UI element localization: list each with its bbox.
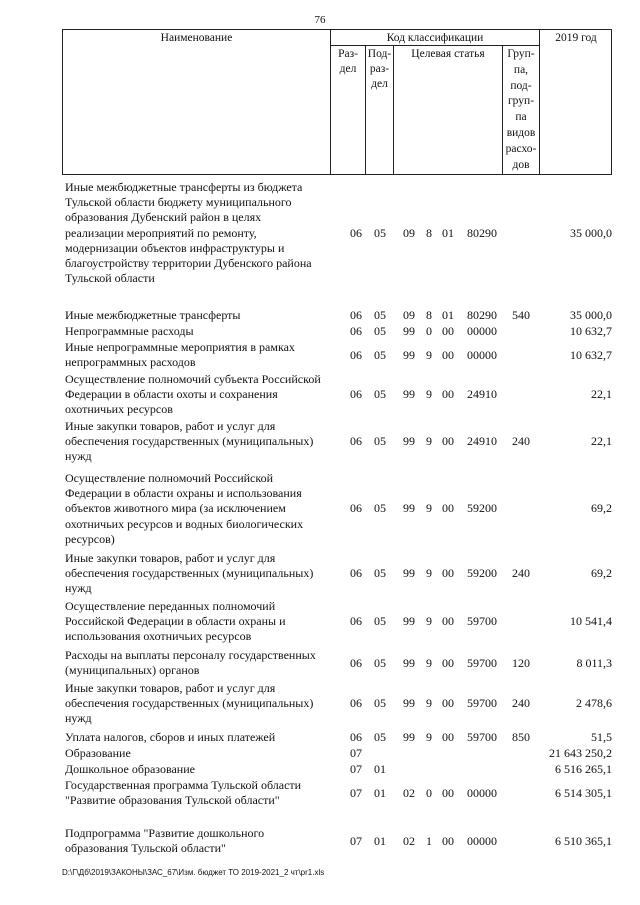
row-name: Непрограммные расходы <box>65 324 194 338</box>
cell-s: 35 000,0 <box>570 308 612 322</box>
cell-t2: 9 <box>426 730 432 744</box>
cell-p: 05 <box>374 308 386 322</box>
cell-r: 07 <box>350 762 362 776</box>
cell-t2: 8 <box>426 225 432 240</box>
cell-v: 240 <box>512 566 530 581</box>
cell-r: 06 <box>350 387 362 402</box>
cell-t4: 24910 <box>467 387 497 402</box>
row-name: Иные межбюджетные трансферты из бюджета Тульской области бюджету муниципального образования Дубенский район в целях реализации мероприятий по ремонту, модернизации объектов инфраструктуры и благоустройству территории Дубенского района Тульской области <box>65 180 312 286</box>
table-header <box>62 29 612 175</box>
cell-p: 01 <box>374 833 386 848</box>
header-name: Наименование <box>160 32 233 44</box>
cell-r: 06 <box>350 434 362 449</box>
cell-v: 120 <box>512 655 530 670</box>
cell-s: 10 632,7 <box>570 347 612 362</box>
cell-p: 05 <box>374 347 386 362</box>
cell-t3: 00 <box>442 434 454 449</box>
cell-t4: 24910 <box>467 434 497 449</box>
row-name: Иные закупки товаров, работ и услуг для обеспечения государственных (муниципальных) нужд <box>65 681 314 726</box>
cell-t4: 00000 <box>467 324 497 338</box>
cell-s: 6 510 365,1 <box>555 833 612 848</box>
cell-t4: 59700 <box>467 655 497 670</box>
cell-r: 07 <box>350 785 362 800</box>
cell-p: 05 <box>374 324 386 338</box>
row-name: Осуществление полномочий Российской Федерации в области охраны и использования объектов животного мира (за исключением охотничьих ресурсов и водных биологических ресурсов) <box>65 471 304 546</box>
row-name: Иные закупки товаров, работ и услуг для обеспечения государственных (муниципальных) нужд <box>65 551 314 596</box>
cell-v: 540 <box>512 308 530 322</box>
cell-t2: 9 <box>426 614 432 629</box>
cell-r: 06 <box>350 696 362 711</box>
cell-t4: 59200 <box>467 566 497 581</box>
cell-t1: 99 <box>403 730 415 744</box>
row-name: Осуществление переданных полномочий Российской Федерации в области охраны и использования охотничьих ресурсов <box>65 599 286 644</box>
header-divider <box>393 46 394 174</box>
cell-t2: 9 <box>426 434 432 449</box>
cell-t1: 09 <box>403 308 415 322</box>
cell-v: 240 <box>512 696 530 711</box>
cell-r: 06 <box>350 324 362 338</box>
cell-t4: 80290 <box>467 308 497 322</box>
cell-t3: 00 <box>442 833 454 848</box>
cell-t4: 00000 <box>467 347 497 362</box>
cell-s: 69,2 <box>591 566 612 581</box>
header-razdel: Раз- дел <box>338 48 358 75</box>
cell-t2: 9 <box>426 566 432 581</box>
cell-s: 21 643 250,2 <box>549 746 612 760</box>
cell-t2: 9 <box>426 696 432 711</box>
cell-t4: 59200 <box>467 501 497 516</box>
row-name: Государственная программа Тульской области "Развитие образования Тульской области" <box>65 778 302 808</box>
cell-r: 06 <box>350 347 362 362</box>
cell-r: 07 <box>350 746 362 760</box>
cell-t3: 00 <box>442 324 454 338</box>
cell-t3: 00 <box>442 566 454 581</box>
page-number: 76 <box>314 14 326 26</box>
cell-p: 05 <box>374 696 386 711</box>
cell-t2: 9 <box>426 347 432 362</box>
cell-t1: 99 <box>403 347 415 362</box>
cell-r: 06 <box>350 730 362 744</box>
cell-t1: 02 <box>403 785 415 800</box>
cell-p: 05 <box>374 730 386 744</box>
cell-t2: 9 <box>426 655 432 670</box>
header-year: 2019 год <box>555 32 597 44</box>
cell-t1: 99 <box>403 434 415 449</box>
row-name: Уплата налогов, сборов и иных платежей <box>65 730 276 744</box>
cell-t3: 00 <box>442 696 454 711</box>
cell-t1: 99 <box>403 501 415 516</box>
cell-s: 8 011,3 <box>576 655 612 670</box>
cell-t3: 00 <box>442 501 454 516</box>
cell-t2: 0 <box>426 785 432 800</box>
cell-t2: 1 <box>426 833 432 848</box>
cell-p: 05 <box>374 566 386 581</box>
cell-t1: 99 <box>403 387 415 402</box>
cell-s: 6 516 265,1 <box>555 762 612 776</box>
cell-p: 05 <box>374 501 386 516</box>
cell-r: 06 <box>350 566 362 581</box>
cell-t4: 00000 <box>467 833 497 848</box>
cell-t3: 01 <box>442 308 454 322</box>
cell-t3: 00 <box>442 730 454 744</box>
cell-s: 69,2 <box>591 501 612 516</box>
cell-v: 240 <box>512 434 530 449</box>
cell-r: 06 <box>350 225 362 240</box>
cell-t3: 01 <box>442 225 454 240</box>
cell-t3: 00 <box>442 785 454 800</box>
cell-p: 01 <box>374 762 386 776</box>
row-name: Расходы на выплаты персоналу государственных (муниципальных) органов <box>65 648 316 678</box>
cell-s: 51,5 <box>591 730 612 744</box>
header-podrazdel: Под- раз- дел <box>367 48 392 90</box>
cell-t1: 02 <box>403 833 415 848</box>
cell-r: 06 <box>350 308 362 322</box>
cell-t3: 00 <box>442 387 454 402</box>
header-code-group: Код классификации <box>386 32 484 44</box>
row-name: Подпрограмма "Развитие дошкольного образования Тульской области" <box>65 826 265 856</box>
cell-r: 06 <box>350 501 362 516</box>
cell-t2: 9 <box>426 387 432 402</box>
cell-s: 6 514 305,1 <box>555 785 612 800</box>
cell-t1: 99 <box>403 655 415 670</box>
cell-t2: 0 <box>426 324 432 338</box>
cell-t4: 59700 <box>467 730 497 744</box>
cell-t3: 00 <box>442 347 454 362</box>
cell-t1: 99 <box>403 566 415 581</box>
cell-t2: 9 <box>426 501 432 516</box>
cell-p: 05 <box>374 225 386 240</box>
cell-p: 05 <box>374 655 386 670</box>
cell-p: 05 <box>374 614 386 629</box>
cell-p: 05 <box>374 434 386 449</box>
row-name: Иные межбюджетные трансферты <box>65 308 241 322</box>
header-divider <box>539 30 540 174</box>
cell-t4: 80290 <box>467 225 497 240</box>
cell-p: 01 <box>374 785 386 800</box>
cell-r: 06 <box>350 655 362 670</box>
cell-t1: 99 <box>403 324 415 338</box>
cell-s: 22,1 <box>591 434 612 449</box>
cell-r: 07 <box>350 833 362 848</box>
cell-t1: 99 <box>403 696 415 711</box>
cell-v: 850 <box>512 730 530 744</box>
cell-r: 06 <box>350 614 362 629</box>
cell-t4: 59700 <box>467 696 497 711</box>
cell-t4: 00000 <box>467 785 497 800</box>
cell-t1: 09 <box>403 225 415 240</box>
file-path-footer: D:\Г\Дб\2019\ЗАКОНЫ\ЗАС_67\Изм. бюджет ТО 2019-2021_2 чт\pr1.xls <box>62 868 325 877</box>
cell-s: 10 541,4 <box>570 614 612 629</box>
cell-p: 05 <box>374 387 386 402</box>
cell-s: 22,1 <box>591 387 612 402</box>
row-name: Дошкольное образование <box>65 762 195 776</box>
header-target: Целевая статья <box>411 48 485 60</box>
cell-t4: 59700 <box>467 614 497 629</box>
row-name: Образование <box>65 746 131 760</box>
cell-t3: 00 <box>442 614 454 629</box>
row-name: Иные непрограммные мероприятия в рамках непрограммных расходов <box>65 340 295 370</box>
cell-s: 2 478,6 <box>576 696 612 711</box>
cell-t2: 8 <box>426 308 432 322</box>
cell-t1: 99 <box>403 614 415 629</box>
row-name: Осуществление полномочий субъекта Российской Федерации в области охоты и сохранения охотничьих ресурсов <box>65 372 321 417</box>
cell-s: 10 632,7 <box>570 324 612 338</box>
cell-s: 35 000,0 <box>570 225 612 240</box>
header-group: Груп- па, под- груп- па видов расхо- дов <box>505 48 537 171</box>
row-name: Иные закупки товаров, работ и услуг для обеспечения государственных (муниципальных) нужд <box>65 419 314 464</box>
cell-t3: 00 <box>442 655 454 670</box>
